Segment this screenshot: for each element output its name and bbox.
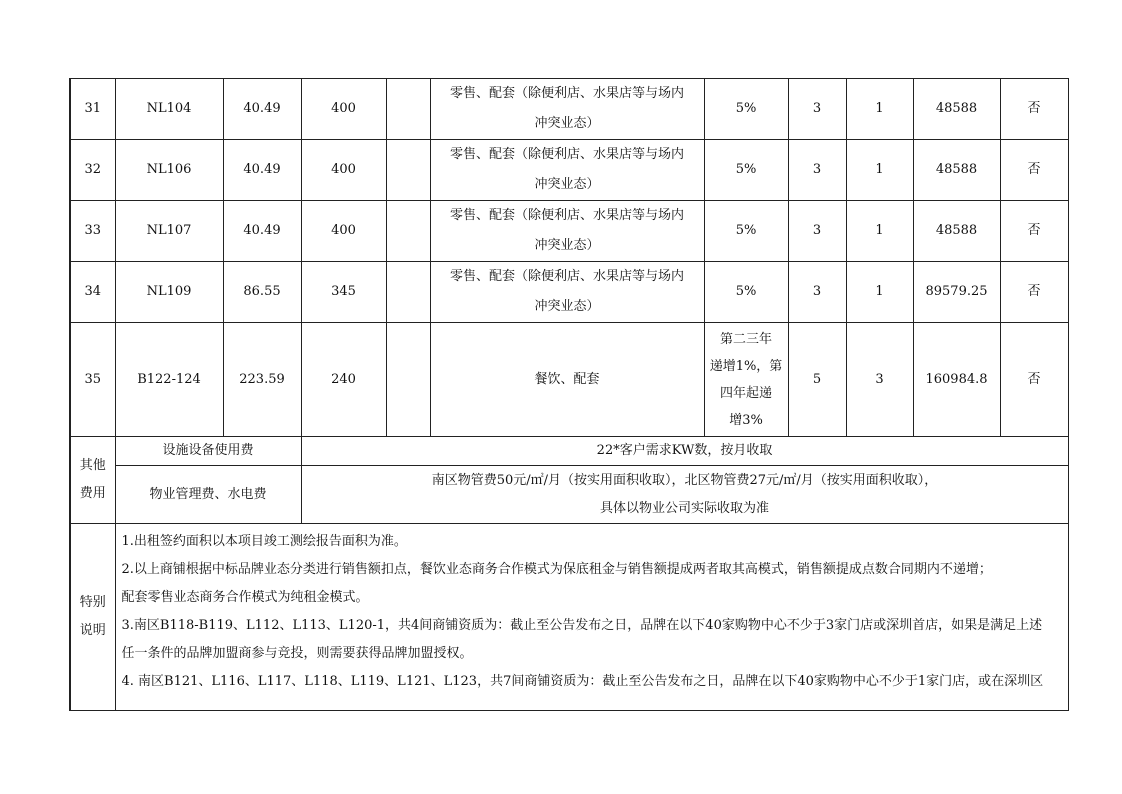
business-format [430,79,704,140]
table-row [70,323,1068,437]
shop-code: NL104 [115,79,223,140]
blank-cell [386,201,430,262]
format-line: 零售、配套（除便利店、水果店等与场内 [449,86,684,101]
unit-price: 400 [301,201,386,262]
commission-rate: 5% [704,262,788,323]
shop-code: NL107 [115,201,223,262]
note-line: 4. 南区B121、L116、L117、L118、L119、L121、L123，共7间商铺资质为：截止至公告发布之日，品牌在以下40家购物中心不少于1家门店，或在深圳区 [121,674,1044,689]
unit-price: 345 [301,262,386,323]
flag: 否 [1000,140,1068,201]
property-fee-line: 南区物管费50元/㎡/月（按实用面积收取），北区物管费27元/㎡/月（按实用面积收取）， [431,472,938,488]
label-line: 其他 [79,458,106,473]
blank-cell [386,323,430,437]
special-notes-row [70,524,1068,711]
leasing-table [69,78,1069,711]
facility-fee-value: 22*客户需求KW数，按月收取 [301,437,1068,466]
amount: 89579.25 [913,262,1000,323]
shop-code: NL109 [115,262,223,323]
format-line: 冲突业态） [534,116,600,131]
table-row [70,79,1068,140]
amount: 160984.8 [913,323,1000,437]
shop-code: NL106 [115,140,223,201]
format-line: 零售、配套（除便利店、水果店等与场内 [449,269,684,284]
commission-rate: 5% [704,140,788,201]
property-fee-label: 物业管理费、水电费 [115,466,301,524]
blank-cell [386,140,430,201]
shop-code: B122-124 [115,323,223,437]
business-format [430,201,704,262]
special-notes-content [115,524,1068,711]
other-fees-row [70,466,1068,524]
note-line: 配套零售业态商务合作模式为纯租金模式。 [121,590,369,605]
commission-rate: 5% [704,201,788,262]
rate-line: 四年起递 [719,385,772,401]
commission-rate [704,323,788,437]
blank-cell [386,262,430,323]
rate-line: 增3% [729,412,763,428]
blank-cell [386,79,430,140]
flag: 否 [1000,262,1068,323]
row-number: 34 [70,262,115,323]
table-row [70,140,1068,201]
format-line: 零售、配套（除便利店、水果店等与场内 [449,147,684,162]
label-line: 特别 [79,595,106,610]
shop-area: 223.59 [223,323,301,437]
flag: 否 [1000,79,1068,140]
business-format [430,140,704,201]
other-fees-label [70,437,115,524]
lease-years: 3 [788,140,846,201]
rate-line: 第二三年 [719,331,772,347]
format-line: 冲突业态） [534,238,600,253]
format-line: 冲突业态） [534,177,600,192]
shop-area: 40.49 [223,79,301,140]
row-number: 35 [70,323,115,437]
flag: 否 [1000,323,1068,437]
row-number: 33 [70,201,115,262]
label-line: 费用 [79,486,106,501]
shop-area: 40.49 [223,140,301,201]
deposit-months: 1 [846,201,913,262]
deposit-months: 1 [846,79,913,140]
table-row [70,262,1068,323]
unit-price: 400 [301,79,386,140]
flag: 否 [1000,201,1068,262]
commission-rate: 5% [704,79,788,140]
lease-years: 5 [788,323,846,437]
note-line: 1.出租签约面积以本项目竣工测绘报告面积为准。 [121,534,407,549]
note-line: 任一条件的品牌加盟商参与竞投，则需要获得品牌加盟授权。 [121,646,473,661]
deposit-months: 1 [846,262,913,323]
unit-price: 400 [301,140,386,201]
amount: 48588 [913,79,1000,140]
property-fee-value [301,466,1068,524]
lease-years: 3 [788,79,846,140]
format-line: 冲突业态） [534,299,600,314]
row-number: 32 [70,140,115,201]
lease-years: 3 [788,201,846,262]
deposit-months: 1 [846,140,913,201]
amount: 48588 [913,140,1000,201]
note-line: 2.以上商铺根据中标品牌业态分类进行销售额扣点，餐饮业态商务合作模式为保底租金与销售额提成两者取其高模式，销售额提成点数合同期内不递增； [121,562,992,577]
label-line: 说明 [79,623,106,638]
note-line: 3.南区B118-B119、L112、L113、L120-1，共4间商铺资质为：截止至公告发布之日，品牌在以下40家购物中心不少于3家门店或深圳首店，如果是满足上述 [121,618,1043,633]
lease-years: 3 [788,262,846,323]
unit-price: 240 [301,323,386,437]
property-fee-line: 具体以物业公司实际收取为准 [599,500,769,516]
rate-line: 递增1%，第 [709,358,783,374]
format-line: 零售、配套（除便利店、水果店等与场内 [449,208,684,223]
business-format [430,262,704,323]
shop-rows [70,79,1068,711]
business-format: 餐饮、配套 [430,323,704,437]
special-notes-label [70,524,115,711]
deposit-months: 3 [846,323,913,437]
table-row [70,201,1068,262]
other-fees-row [70,437,1068,466]
row-number: 31 [70,79,115,140]
amount: 48588 [913,201,1000,262]
shop-area: 86.55 [223,262,301,323]
shop-area: 40.49 [223,201,301,262]
facility-fee-label: 设施设备使用费 [115,437,301,466]
